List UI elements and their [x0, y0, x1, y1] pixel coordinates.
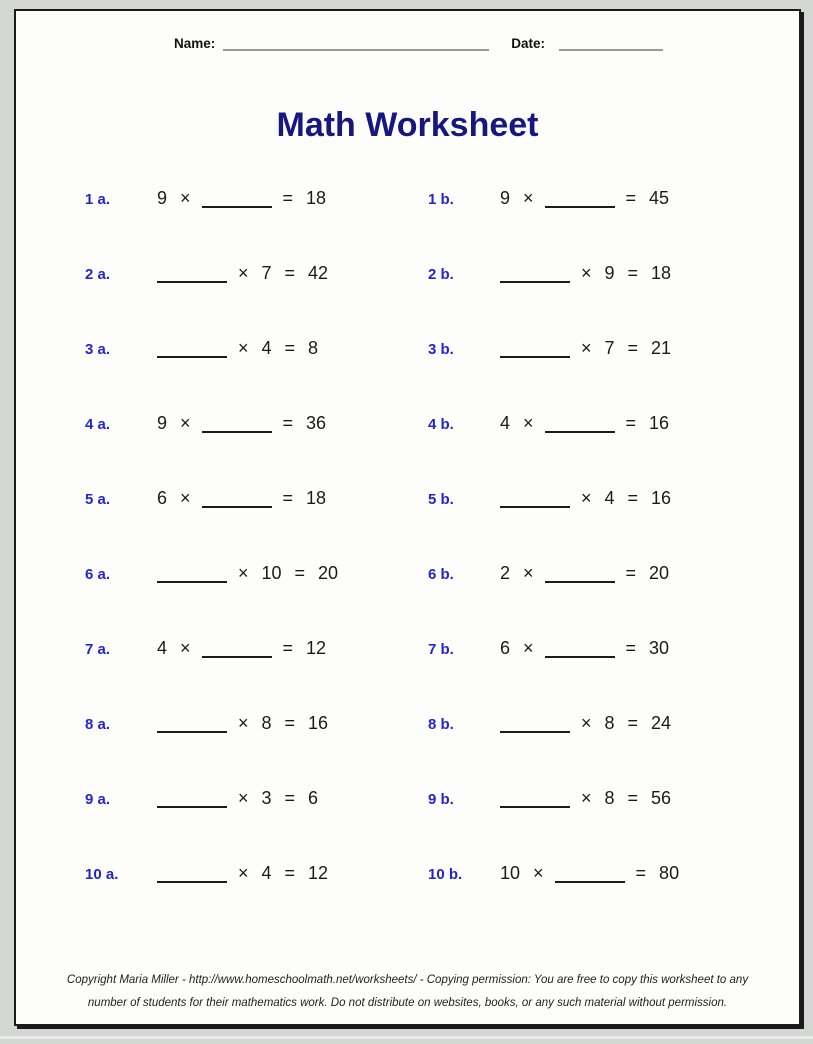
problem-7b: [428, 638, 789, 659]
answer-blank[interactable]: [157, 569, 227, 583]
problem-label: 6 b.: [428, 566, 454, 583]
equation-post: × 8 = 24: [581, 713, 672, 733]
equation: [500, 788, 671, 809]
equation-post: = 16: [625, 413, 670, 433]
answer-blank[interactable]: [202, 194, 272, 208]
problem-label: 2 a.: [85, 266, 111, 283]
problem-6b: [428, 563, 789, 584]
problem-label: 1 a.: [85, 191, 111, 208]
equation-post: × 3 = 6: [238, 788, 319, 808]
equation: [157, 413, 326, 434]
bottom-edge-strip: [0, 1036, 813, 1039]
equation-post: = 80: [635, 863, 680, 883]
answer-blank[interactable]: [500, 344, 570, 358]
footer-line-1: Copyright Maria Miller - http://www.homeschoolmath.net/worksheets/ - Copying permission: You are free to copy this worksheet to any: [66, 974, 749, 987]
equation-pre: 2 ×: [500, 563, 534, 583]
problem-8b: [428, 713, 789, 734]
answer-blank[interactable]: [157, 269, 227, 283]
problem-label: 4 a.: [85, 416, 111, 433]
equation-post: = 12: [282, 638, 327, 658]
problem-10b: [428, 863, 789, 884]
equation: [500, 863, 679, 884]
answer-blank[interactable]: [202, 644, 272, 658]
equation-post: × 4 = 8: [238, 338, 319, 358]
equation-post: × 7 = 42: [238, 263, 329, 283]
answer-blank[interactable]: [545, 194, 615, 208]
equation: [500, 263, 671, 284]
equation: [500, 488, 671, 509]
equation: [500, 413, 669, 434]
equation-pre: 9 ×: [157, 188, 191, 208]
problem-7a: [85, 638, 428, 659]
worksheet-title: Math Worksheet: [276, 106, 539, 144]
problem-5a: [85, 488, 428, 509]
problem-2b: [428, 263, 789, 284]
equation-post: = 45: [625, 188, 670, 208]
date-label: Date:: [511, 36, 546, 51]
answer-blank[interactable]: [545, 644, 615, 658]
problem-label: 3 b.: [428, 341, 454, 358]
footer-copyright: [46, 969, 769, 1014]
equation-post: = 36: [282, 413, 327, 433]
equation: [157, 638, 326, 659]
answer-blank[interactable]: [157, 869, 227, 883]
equation-pre: 4 ×: [157, 638, 191, 658]
answer-blank[interactable]: [202, 494, 272, 508]
equation-pre: 9 ×: [500, 188, 534, 208]
answer-blank[interactable]: [500, 269, 570, 283]
problem-label: 9 a.: [85, 791, 111, 808]
equation: [157, 863, 328, 884]
equation: [157, 788, 318, 809]
problem-label: 5 a.: [85, 491, 111, 508]
answer-blank[interactable]: [157, 344, 227, 358]
equation-post: = 30: [625, 638, 670, 658]
answer-blank[interactable]: [545, 419, 615, 433]
answer-blank[interactable]: [202, 419, 272, 433]
problem-label: 7 a.: [85, 641, 111, 658]
header-row: [174, 37, 663, 51]
equation-pre: 10 ×: [500, 863, 544, 883]
problem-9a: [85, 788, 428, 809]
equation: [157, 338, 318, 359]
equation-post: × 8 = 16: [238, 713, 329, 733]
answer-blank[interactable]: [500, 494, 570, 508]
equation-pre: 9 ×: [157, 413, 191, 433]
problem-label: 6 a.: [85, 566, 111, 583]
name-label: Name:: [174, 36, 216, 51]
equation: [157, 188, 326, 209]
equation: [500, 713, 671, 734]
equation-post: = 18: [282, 488, 327, 508]
answer-blank[interactable]: [545, 569, 615, 583]
problem-label: 8 b.: [428, 716, 454, 733]
problem-label: 4 b.: [428, 416, 454, 433]
problem-4b: [428, 413, 789, 434]
problem-1b: [428, 188, 789, 209]
answer-blank[interactable]: [157, 719, 227, 733]
equation: [500, 338, 671, 359]
equation: [500, 188, 669, 209]
problem-label: 2 b.: [428, 266, 454, 283]
problem-4a: [85, 413, 428, 434]
problem-8a: [85, 713, 428, 734]
equation-post: × 10 = 20: [238, 563, 339, 583]
equation-pre: 6 ×: [157, 488, 191, 508]
problem-3b: [428, 338, 789, 359]
equation-pre: 4 ×: [500, 413, 534, 433]
answer-blank[interactable]: [500, 794, 570, 808]
footer-line-2: number of students for their mathematics work. Do not distribute on websites, books, or any such material without permission.: [87, 996, 728, 1009]
equation-post: = 20: [625, 563, 670, 583]
problem-label: 10 a.: [85, 866, 119, 883]
problem-6a: [85, 563, 428, 584]
answer-blank[interactable]: [500, 719, 570, 733]
problem-1a: [85, 188, 428, 209]
problem-10a: [85, 863, 428, 884]
answer-blank[interactable]: [555, 869, 625, 883]
equation-post: × 7 = 21: [581, 338, 672, 358]
name-blank-line[interactable]: [223, 46, 489, 51]
date-blank-line[interactable]: [559, 46, 663, 51]
equation: [500, 638, 669, 659]
problem-label: 8 a.: [85, 716, 111, 733]
problem-label: 3 a.: [85, 341, 111, 358]
problem-5b: [428, 488, 789, 509]
equation: [157, 563, 338, 584]
equation-post: = 18: [282, 188, 327, 208]
problem-label: 7 b.: [428, 641, 454, 658]
equation-post: × 8 = 56: [581, 788, 672, 808]
problem-label: 1 b.: [428, 191, 454, 208]
problem-label: 10 b.: [428, 866, 463, 883]
equation-post: × 4 = 16: [581, 488, 672, 508]
equation-post: × 9 = 18: [581, 263, 672, 283]
problem-3a: [85, 338, 428, 359]
problem-2a: [85, 263, 428, 284]
equation: [157, 488, 326, 509]
equation-post: × 4 = 12: [238, 863, 329, 883]
problem-label: 9 b.: [428, 791, 454, 808]
problem-9b: [428, 788, 789, 809]
equation-pre: 6 ×: [500, 638, 534, 658]
equation: [157, 713, 328, 734]
problem-label: 5 b.: [428, 491, 454, 508]
equation: [157, 263, 328, 284]
answer-blank[interactable]: [157, 794, 227, 808]
worksheet-page: [14, 9, 801, 1026]
problems-grid: [85, 161, 789, 911]
equation: [500, 563, 669, 584]
